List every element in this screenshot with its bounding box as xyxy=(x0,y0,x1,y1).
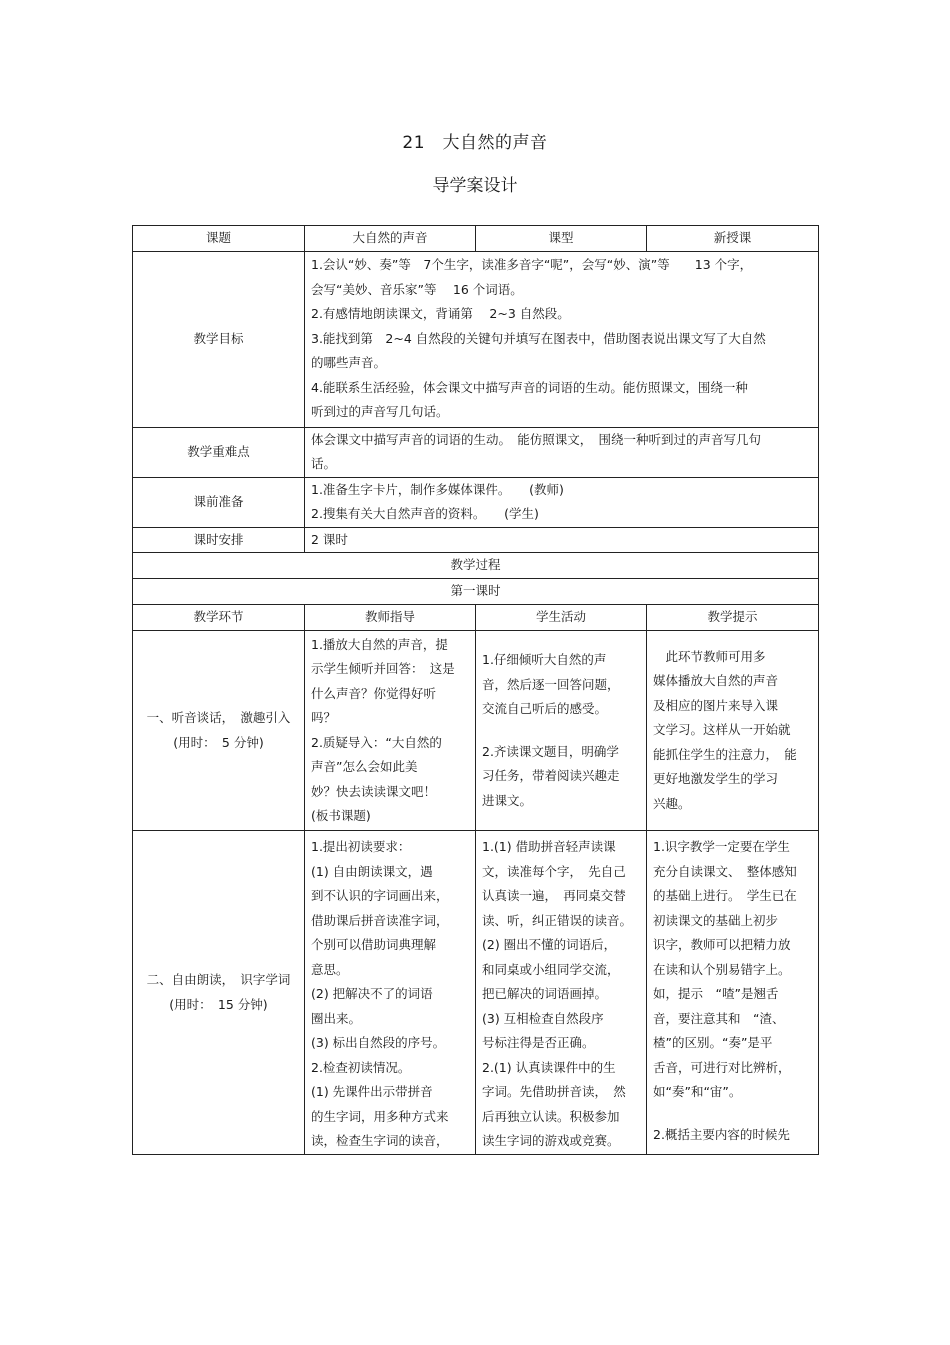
student-line: 2.(1) 认真读课件中的生 xyxy=(482,1059,616,1075)
spacer xyxy=(482,722,640,740)
goals-row xyxy=(133,251,819,427)
schedule-value: 2 课时 xyxy=(305,527,819,553)
student-line: 2.齐读课文题目，明确学 xyxy=(482,743,619,759)
column-header: 教学环节 xyxy=(133,605,305,631)
student-line: 文，读准每个字， 先自己 xyxy=(482,863,626,879)
tip-line: 1.识字教学一定要在学生 xyxy=(653,839,790,854)
teacher-line: 读，检查生字词的读音， xyxy=(311,1133,449,1148)
column-header: 学生活动 xyxy=(476,605,647,631)
tip-line: 舌音，可进行对比辨析， xyxy=(653,1059,791,1075)
tip-line: 初读课文的基础上初步 xyxy=(653,912,779,928)
student-line: 后再独立认读。积极参加 xyxy=(482,1108,620,1124)
student-line: 交流自己听后的感受。 xyxy=(482,701,608,716)
goals-content xyxy=(305,251,819,427)
type-label: 课型 xyxy=(476,226,647,252)
goals-line: 会写“美妙、音乐家”等 16 个词语。 xyxy=(311,281,523,297)
teacher-line: (1) 自由朗读课文，遇 xyxy=(311,863,433,879)
key-points-content xyxy=(305,427,819,477)
key-points-line: 话。 xyxy=(311,456,337,471)
tip-line: 识字，教师可以把精力放 xyxy=(653,937,791,952)
teacher-line: (3) 标出自然段的序号。 xyxy=(311,1035,446,1050)
student-line: 和同桌或小组同学交流， xyxy=(482,961,620,977)
student-line: 进课文。 xyxy=(482,792,533,808)
tip-line: 楂”的区别。“奏”是平 xyxy=(653,1035,773,1050)
stage-row-2 xyxy=(133,831,819,1155)
key-points-row xyxy=(133,427,819,477)
schedule-row xyxy=(133,527,819,553)
stage-time: (用时： 15 分钟) xyxy=(169,996,268,1012)
student-line: 音，然后逐一回答问题， xyxy=(482,676,620,692)
teacher-line: (2) 把解决不了的词语 xyxy=(311,986,433,1001)
teacher-line: 的生字词，用多种方式来 xyxy=(311,1108,449,1124)
lesson-heading-row xyxy=(133,579,819,605)
student-cell xyxy=(476,631,647,831)
teacher-line: (1) 先课件出示带拼音 xyxy=(311,1084,433,1099)
type-value: 新授课 xyxy=(647,226,819,252)
tip-line: 在读和认个别易错字上。 xyxy=(653,961,791,977)
key-points-line: 体会课文中描写声音的词语的生动。 能仿照课文， 围绕一种听到过的声音写几句 xyxy=(311,431,762,447)
column-header-row xyxy=(133,605,819,631)
tip-line: 如“奏”和“宙”。 xyxy=(653,1084,742,1099)
tip-line: 文学习。这样从一开始就 xyxy=(653,722,791,738)
topic-row xyxy=(133,226,819,252)
goals-line: 4.能联系生活经验，体会课文中描写声音的词语的生动。能仿照课文，围绕一种 xyxy=(311,379,748,395)
preparation-label: 课前准备 xyxy=(133,477,305,527)
teacher-cell xyxy=(305,631,476,831)
stage-title: 一、听音谈话， 激趣引入 xyxy=(146,710,291,725)
teacher-line: 圈出来。 xyxy=(311,1010,362,1026)
stage-cell xyxy=(133,631,305,831)
stage-row-1 xyxy=(133,631,819,831)
stage-title: 二、自由朗读， 识字学词 xyxy=(146,972,291,987)
student-line: 字词。先借助拼音读， 然 xyxy=(482,1084,626,1099)
teacher-line: 声音”怎么会如此美 xyxy=(311,759,418,774)
schedule-label: 课时安排 xyxy=(133,527,305,553)
student-line: 读、听，纠正错误的读音。 xyxy=(482,912,633,928)
teacher-line: (板书课题) xyxy=(311,808,371,823)
lesson-heading: 第一课时 xyxy=(133,579,819,605)
tip-line: 如，提示 “喳”是翘舌 xyxy=(653,986,779,1001)
student-line: 习任务，带着阅读兴趣走 xyxy=(482,768,620,783)
goals-line: 的哪些声音。 xyxy=(311,355,387,371)
teacher-line: 1.播放大自然的声音，提 xyxy=(311,636,448,652)
goals-line: 听到过的声音写几句话。 xyxy=(311,404,449,420)
tip-line: 充分自读课文、 整体感知 xyxy=(653,863,797,879)
stage-cell xyxy=(133,831,305,1155)
teacher-line: 1.提出初读要求： xyxy=(311,839,411,854)
student-line: 读生字词的游戏或竞赛。 xyxy=(482,1133,620,1148)
preparation-row xyxy=(133,477,819,527)
teacher-line: 到不认识的字词画出来， xyxy=(311,888,449,903)
column-header: 教学提示 xyxy=(647,605,819,631)
student-line: 认真读一遍， 再同桌交替 xyxy=(482,888,626,903)
tip-line: 能抓住学生的注意力， 能 xyxy=(653,746,797,762)
teacher-line: 借助课后拼音读准字词， xyxy=(311,912,449,928)
tip-line: 媒体播放大自然的声音 xyxy=(653,673,779,689)
process-heading: 教学过程 xyxy=(133,553,819,579)
tip-cell xyxy=(647,831,819,1155)
tip-line: 更好地激发学生的学习 xyxy=(653,771,779,787)
goals-line: 1.会认“妙、奏”等 7个生字，读准多音字“呢”，会写“妙、演”等 13 个字， xyxy=(311,257,753,273)
teacher-line: 示学生倾听并回答： 这是 xyxy=(311,661,455,676)
teacher-line: 妙？快去读读课文吧！ xyxy=(311,783,437,799)
student-cell xyxy=(476,831,647,1155)
tip-line: 的基础上进行。 学生已在 xyxy=(653,888,797,903)
preparation-content xyxy=(305,477,819,527)
tip-line: 兴趣。 xyxy=(653,795,691,811)
preparation-line: 2.搜集有关大自然声音的资料。 (学生) xyxy=(311,506,539,521)
tip-line: 此环节教师可用多 xyxy=(653,648,766,664)
teacher-line: 2.检查初读情况。 xyxy=(311,1059,411,1075)
teacher-line: 吗？ xyxy=(311,710,337,725)
goals-line: 3.能找到第 2~4 自然段的关键句并填写在图表中，借助图表说出课文写了大自然 xyxy=(311,330,766,346)
teacher-line: 2.质疑导入：“大自然的 xyxy=(311,734,442,750)
lesson-plan-table xyxy=(132,225,819,1155)
teacher-cell xyxy=(305,831,476,1155)
student-line: (3) 互相检查自然段序 xyxy=(482,1010,604,1026)
student-line: (2) 圈出不懂的词语后， xyxy=(482,937,617,952)
teacher-line: 什么声音？你觉得好听 xyxy=(311,685,437,701)
document-title: 21 大自然的声音 xyxy=(402,133,548,153)
stage-time: (用时： 5 分钟) xyxy=(173,734,264,750)
goals-label: 教学目标 xyxy=(133,251,305,427)
spacer xyxy=(653,1105,812,1123)
document-subtitle: 导学案设计 xyxy=(432,176,518,196)
column-header: 教师指导 xyxy=(305,605,476,631)
tip-line: 音，要注意其和 “渣、 xyxy=(653,1010,785,1026)
preparation-line: 1.准备生字卡片，制作多媒体课件。 (教师) xyxy=(311,481,564,497)
teacher-line: 意思。 xyxy=(311,961,349,977)
process-heading-row xyxy=(133,553,819,579)
student-line: 1.(1) 借助拼音轻声读课 xyxy=(482,839,616,854)
topic-label: 课题 xyxy=(133,226,305,252)
tip-line: 及相应的图片来导入课 xyxy=(653,697,779,713)
tip-line: 2.概括主要内容的时候先 xyxy=(653,1126,790,1142)
student-line: 1.仔细倾听大自然的声 xyxy=(482,652,607,667)
student-line: 把已解决的词语画掉。 xyxy=(482,986,608,1001)
teacher-line: 个别可以借助词典理解 xyxy=(311,937,437,952)
key-points-label: 教学重难点 xyxy=(133,427,305,477)
student-line: 号标注得是否正确。 xyxy=(482,1035,595,1050)
tip-cell xyxy=(647,631,819,831)
goals-line: 2.有感情地朗读课文，背诵第 2~3 自然段。 xyxy=(311,306,570,322)
topic-value: 大自然的声音 xyxy=(305,226,476,252)
